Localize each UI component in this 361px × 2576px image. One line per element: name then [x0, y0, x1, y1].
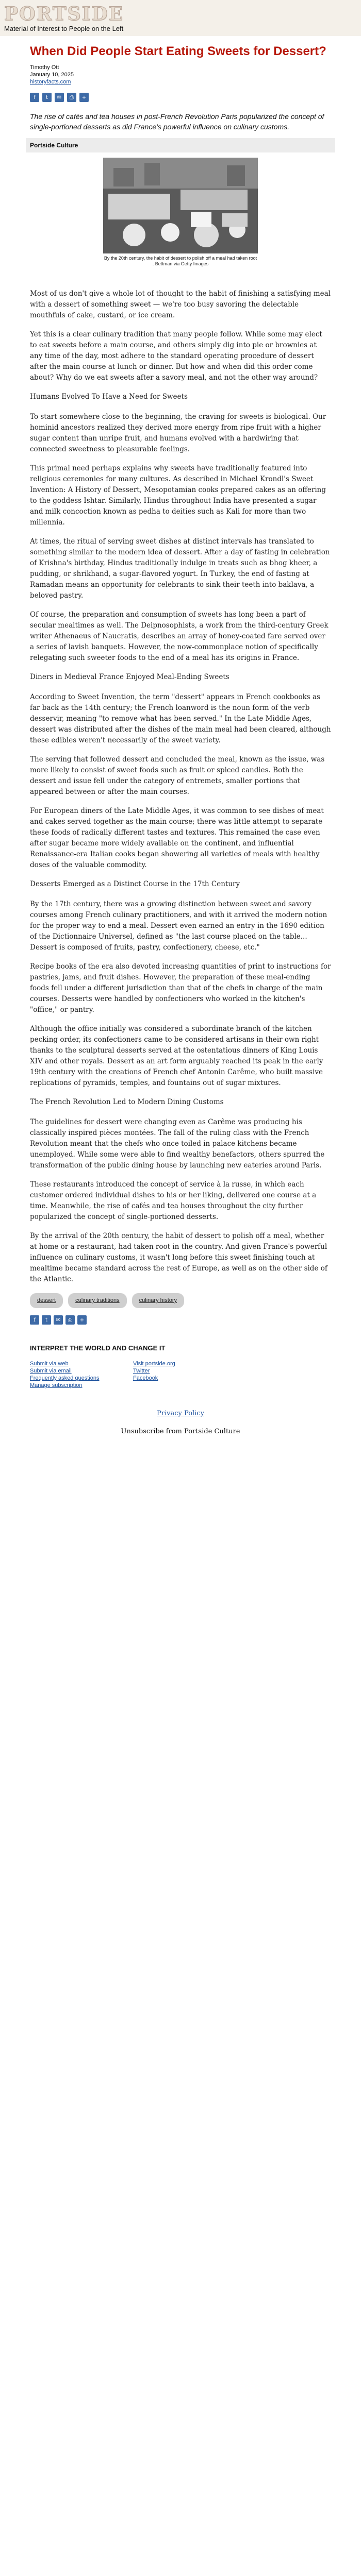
paragraph: Of course, the preparation and consumption of sweets has long been a part of secular mealtimes as well. The Deipnosophists, a work from the third-century Greek writer Athenaeus of Naucratis, describes an array of honey-coated fare served over a series of lavish banquets. However, the now-commonplace notion of specifically relegating such sweeter foods to the end of a meal has its origins in France.: [30, 611, 329, 662]
paragraph: These restaurants introduced the concept of service à la russe, in which each customer ordered individual dishes to his or her liking, delivered one course at a time. Meanwhile, the rise of cafés and tea houses throughout the city further popularized the concept of single-portioned desserts.: [30, 1180, 317, 1221]
section-label: Portside Culture: [26, 138, 335, 152]
footer-heading: INTERPRET THE WORLD AND CHANGE IT: [30, 1344, 166, 1352]
print-icon[interactable]: ⎙: [65, 1315, 75, 1325]
subheading: Humans Evolved To Have a Need for Sweets: [30, 393, 188, 401]
manage-subscription-link[interactable]: Manage subscription: [30, 1382, 83, 1388]
article-figure: [103, 158, 258, 267]
paragraph: Yet this is a clear culinary tradition that many people follow. While some may elect to eat sweets before a main course, and others simply dig into pie or brownies at any time of the day, most adhere to the standard operating procedure of dessert after the main course at lunch or dinner. But how and when did this order come about? Why do we eat sweets after a savory meal, and not the other way around?: [30, 330, 322, 382]
article-card: [26, 36, 335, 1389]
footer-links: [26, 1360, 335, 1389]
subheading: Diners in Medieval France Enjoyed Meal-Ending Sweets: [30, 673, 229, 681]
article-body: [26, 272, 335, 1325]
article-headline[interactable]: When Did People Start Eating Sweets for Dessert?: [30, 44, 326, 58]
article-source-link[interactable]: historyfacts.com: [30, 79, 71, 85]
photo-caption: By the 20th century, the habit of dessert to polish off a meal had taken root . Bettman via Getty Images: [104, 256, 257, 266]
paragraph: Most of us don't give a whole lot of thought to the habit of finishing a satisfying meal with a dessert of something sweet — we're too busy savoring the delectable mouthfuls of cake, custard, or ice cream.: [30, 290, 331, 319]
paragraph: The serving that followed dessert and concluded the meal, known as the issue, was more likely to consist of sweet foods such as fruit or spiced candies. Both the dessert and issue fell under the category of entremets, smaller portions that appeared between or after the main courses.: [30, 755, 325, 796]
masthead-tagline: Material of Interest to People on the Left: [4, 25, 124, 32]
paragraph: Although the office initially was considered a subordinate branch of the kitchen pecking order, its confectioners came to be considered artisans in their own right thanks to the sculptural desserts served at the ostentatious dinners of King Louis XIV and other royals. Dessert as an art form arguably reached its peak in the early 19th century with the creations of French chef Antonin Carême, who built massive replications of pyramids, temples, and fountains out of sugar mixtures.: [30, 1025, 323, 1087]
facebook-link[interactable]: Facebook: [133, 1375, 158, 1381]
tag-culinary-history[interactable]: culinary history: [132, 1293, 184, 1308]
paragraph: At times, the ritual of serving sweet dishes at distinct intervals has translated to something similar to the modern idea of dessert. After a day of fasting in celebration of Krishna's birthday, Hindus traditionally indulge in treats such as bhog kheer, a pudding, or shrikhand, a sugar-flavored yogurt. In Turkey, the end of fasting at Ramadan means an opportunity for celebrants to sink their teeth into baklava, a beloved pastry.: [30, 537, 330, 600]
visit-portside-link[interactable]: Visit portside.org: [133, 1361, 175, 1367]
email-icon[interactable]: ✉: [55, 93, 64, 102]
tag-list: [30, 1293, 247, 1308]
paragraph: According to Sweet Invention, the term "dessert" appears in French cookbooks as far back as the 14th century; the French loanword is the noun form of the verb desservir, meaning "to remove what has been served." In the Late Middle Ages, dessert was distributed after the dishes of the main meal had been cleared, although these edibles weren't necessarily of the sweet variety.: [30, 693, 331, 744]
article-author: Timothy Ott: [30, 64, 59, 71]
paragraph: For European diners of the Late Middle Ages, it was common to see dishes of meat and cakes served together as the main course; there was little attempt to separate these foods of radically different tastes and textures. This remained the case even after sugar became more widely available on the continent, and influential Renaissance-era Italian cooks began showering all varieties of meals with healthy doses of the valuable commodity.: [30, 807, 324, 869]
masthead: [0, 0, 361, 36]
tag-dessert[interactable]: dessert: [30, 1293, 63, 1308]
subheading: The French Revolution Led to Modern Dining Customs: [30, 1098, 224, 1106]
submit-email-link[interactable]: Submit via email: [30, 1368, 72, 1374]
paragraph: By the arrival of the 20th century, the habit of dessert to polish off a meal, whether at home or a restaurant, had taken root in the country. And given France's powerful influence on culinary customs, it wasn't long before this sweet finishing touch at mealtime became standard across the rest of Europe, as well as on the other side of the Atlantic.: [30, 1232, 327, 1283]
article-date: January 10, 2025: [30, 72, 74, 78]
photo-illustration: [103, 158, 258, 253]
submit-web-link[interactable]: Submit via web: [30, 1361, 69, 1367]
privacy-policy-link[interactable]: Privacy Policy: [157, 1410, 204, 1417]
faq-link[interactable]: Frequently asked questions: [30, 1375, 100, 1381]
dessert-photo: [103, 158, 258, 253]
email-bottom: [0, 1410, 361, 1435]
paragraph: By the 17th century, there was a growing distinction between sweet and savory courses among French culinary practitioners, and with it arrived the modern notion for the proper way to end a meal. Dessert even earned an entry in the 1690 edition of the Dictionnaire Universel, defined as "the last course placed on the table... Dessert is composed of fruits, pastry, confectionery, cheese, etc.": [30, 900, 327, 952]
tag-culinary-traditions[interactable]: culinary traditions: [68, 1293, 127, 1308]
article-dek: The rise of cafés and tea houses in post-French Revolution Paris popularized the concept of single-portioned desserts as did France's powerful influence on culinary customs.: [30, 112, 324, 131]
social-share-bar: [30, 1315, 331, 1325]
twitter-icon[interactable]: t: [42, 93, 52, 102]
email-icon[interactable]: ✉: [54, 1315, 63, 1325]
subheading: Desserts Emerged as a Distinct Course in the 17th Century: [30, 880, 240, 888]
portside-logo[interactable]: PORTSIDE: [4, 3, 124, 25]
unsubscribe-link[interactable]: Unsubscribe from Portside Culture: [121, 1428, 240, 1435]
share-bar: [30, 93, 331, 102]
facebook-icon[interactable]: f: [30, 93, 39, 102]
paragraph: The guidelines for dessert were changing even as Carême was producing his classically inspired pièces montées. The fall of the ruling class with the French Revolution meant that the chefs who once toiled in palace kitchens became unemployed. While some were able to find wealthy benefactors, others spurred the transformation of the public dining house by launching new eateries around Paris.: [30, 1118, 325, 1170]
facebook-icon[interactable]: f: [30, 1315, 39, 1325]
twitter-link[interactable]: Twitter: [133, 1368, 150, 1374]
share-icon[interactable]: +: [79, 93, 89, 102]
twitter-icon[interactable]: t: [42, 1315, 51, 1325]
paragraph: This primal need perhaps explains why sweets have traditionally featured into religious ceremonies for many cultures. As described in Michael Krondl's Sweet Invention: A History of Dessert, Mesopotamian cooks prepared cakes as an offering to the goddess Ishtar. Similarly, Hindus throughout India have presented a sugar and milk concoction known as pedha to deities such as Kali for more than two millennia.: [30, 464, 326, 527]
paragraph: To start somewhere close to the beginning, the craving for sweets is biological. Our hominid ancestors realized they derived more energy from ripe fruit with a higher sugar content than unripe fruit, and humans evolved with a hardwiring that connected sweetness to pleasurable feelings.: [30, 413, 326, 453]
paragraph: Recipe books of the era also devoted increasing quantities of print to instructions for pastries, jams, and fruit dishes. However, the preparation of these meal-ending foods fell under a different jurisdiction than that of the chefs in charge of the main courses. Desserts were handled by confectioners who worked in the kitchen's "office," or pantry.: [30, 962, 331, 1014]
print-icon[interactable]: ⎙: [67, 93, 76, 102]
share-icon[interactable]: +: [77, 1315, 87, 1325]
